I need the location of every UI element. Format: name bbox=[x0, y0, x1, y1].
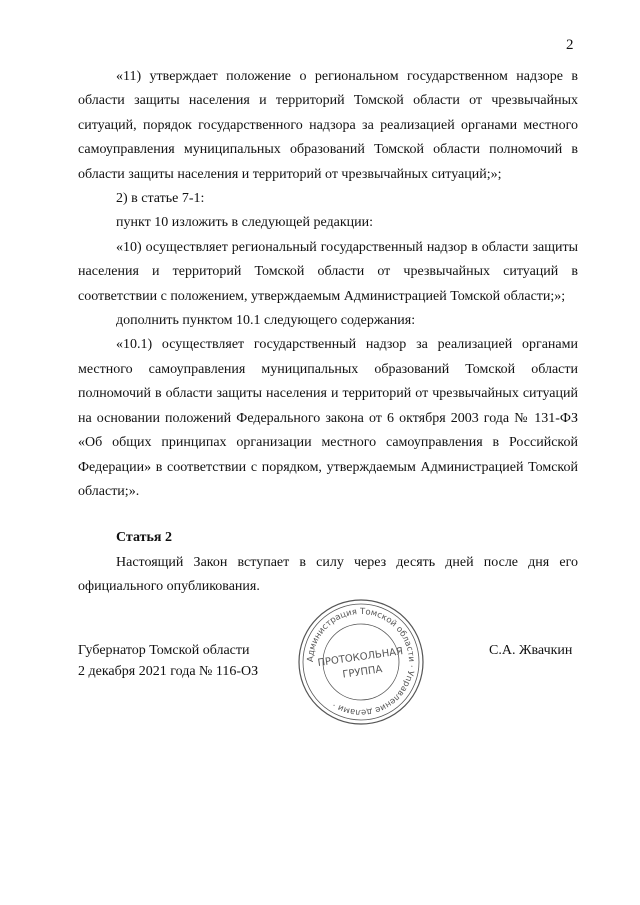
stamp-ring-text: Администрация Томской области · Управление делами · bbox=[305, 606, 417, 718]
paragraph-item-11: «11) утверждает положение о региональном государственном надзоре в области защиты населения и территорий Томской области от чрезвычайных ситуаций, порядок государственного надзора за реализацией органами местного самоуправления муниципальных образований Томской области полномочий в области защиты населения и территорий от чрезвычайных ситуаций;»; bbox=[78, 69, 578, 182]
page-number: 2 bbox=[566, 37, 574, 53]
paragraph-article-7-1: 2) в статье 7-1: bbox=[116, 191, 205, 207]
article-text: Настоящий Закон вступает в силу через десять дней после дня его официального опубликования. bbox=[78, 554, 578, 595]
document-body bbox=[78, 65, 578, 600]
stamp-center-line2: ГРУППА bbox=[341, 664, 384, 681]
paragraph-point-10-intro: пункт 10 изложить в следующей редакции: bbox=[116, 215, 373, 231]
paragraph-point-10-1: «10.1) осуществляет государственный надзор за реализацией органами местного самоуправления муниципальных образований Томской области полномочий в области защиты населения и территорий от чрезвычайных ситуаций на основании положений Федерального закона от 6 октября 2003 года № 131-ФЗ «Об общих принципах организации местного самоуправления в Российской Федерации» в соответствии с порядком, утверждаемым Администрацией Томской области;». bbox=[78, 337, 578, 499]
paragraph-point-10-1-intro: дополнить пунктом 10.1 следующего содержания: bbox=[116, 313, 416, 329]
signature-block bbox=[78, 640, 258, 682]
paragraph-point-10: «10) осуществляет региональный государственный надзор в области защиты населения и территорий Томской области от чрезвычайных ситуаций в соответствии с положением, утверждаемым Администрацией Томской области;»; bbox=[78, 239, 578, 304]
law-date-number: 2 декабря 2021 года № 116-ОЗ bbox=[78, 664, 259, 679]
signatory-name: С.А. Жвачкин bbox=[489, 643, 573, 658]
stamp-center-line1: ПРОТОКОЛЬНАЯ bbox=[316, 646, 404, 669]
official-stamp bbox=[296, 597, 426, 727]
article-heading: Статья 2 bbox=[116, 530, 172, 546]
signatory-position: Губернатор Томской области bbox=[78, 643, 250, 658]
